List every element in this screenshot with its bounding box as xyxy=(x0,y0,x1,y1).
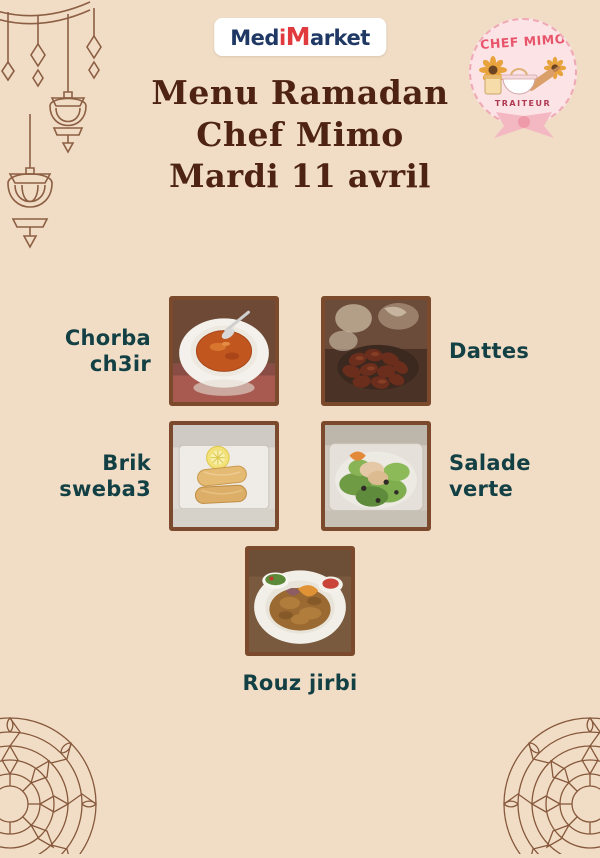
menu-item-label-line1: Chorba xyxy=(64,325,151,350)
page-title xyxy=(0,72,600,197)
menu-row xyxy=(0,296,600,406)
badge-title: CHEF MIMO xyxy=(479,31,567,52)
dattes-photo xyxy=(321,296,431,406)
menu-item-label-line1: Brik xyxy=(102,450,151,475)
logo-text-med: Med xyxy=(230,26,279,50)
chorba-soup-photo xyxy=(169,296,279,406)
menu-item-label-brik xyxy=(14,450,169,503)
menu-item-label-line1: Dattes xyxy=(449,338,530,363)
menu-item-label-line2: verte xyxy=(449,477,514,501)
brik-photo xyxy=(169,421,279,531)
medimarket-logo xyxy=(214,18,386,56)
menu-item-label-line2: ch3ir xyxy=(89,352,151,376)
title-line-3: Mardi 11 avril xyxy=(169,157,431,196)
menu-item-label-line1: Salade xyxy=(449,450,531,475)
menu-row xyxy=(0,546,600,656)
title-line-2: Chef Mimo xyxy=(196,115,404,155)
rouz-jirbi-photo xyxy=(245,546,355,656)
menu-item-label-chorba xyxy=(14,325,169,378)
logo-text-i: i xyxy=(278,26,286,50)
menu-row xyxy=(0,421,600,531)
menu-list xyxy=(0,296,600,695)
menu-item-label-line2: sweba3 xyxy=(59,477,151,501)
badge-subtitle: TRAITEUR xyxy=(494,99,552,108)
logo-text-arket: arket xyxy=(310,26,370,50)
salade-verte-photo xyxy=(321,421,431,531)
menu-item-label-rouz: Rouz jirbi xyxy=(242,671,358,695)
title-line-1: Menu Ramadan xyxy=(151,73,449,112)
logo-text-m: M xyxy=(285,22,311,51)
menu-item-label-salade xyxy=(431,450,586,503)
menu-item-label-dattes xyxy=(431,338,586,364)
